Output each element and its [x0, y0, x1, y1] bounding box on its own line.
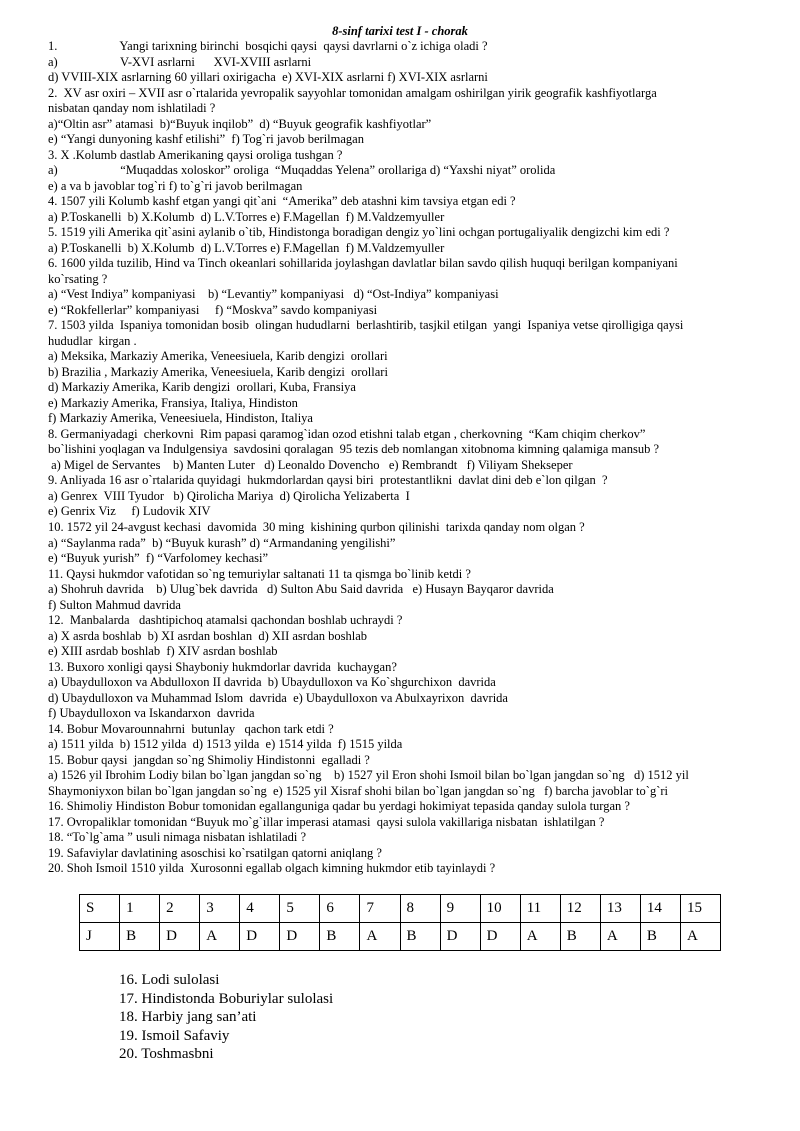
answer-key-question-cell: 2 — [160, 895, 200, 923]
question-line: a) Migel de Servantes b) Manten Luter d) Leonaldo Dovencho e) Rembrandt f) Viliyam Shekseper — [48, 457, 573, 472]
answer-key-question-cell: 3 — [200, 895, 240, 923]
answer-key-answer-cell: B — [560, 923, 600, 951]
question-line: 9. Anliyada 16 asr o`rtalarida quyidagi hukmdorlardan qaysi biri protestantlikni davlat dini deb e`lon qilgan ? — [48, 473, 608, 488]
question-line: Shaymoniyxon bilan bo`lgan jangdan so`ng e) 1525 yil Xisraf shohi bilan bo`lgan jangdan so`ng f) barcha javoblar to`g`ri — [48, 783, 668, 798]
question-line: 15. Bobur qaysi jangdan so`ng Shimoliy Hindistonni egalladi ? — [48, 752, 370, 767]
question-line: a) Shohruh davrida b) Ulug`bek davrida d) Sulton Abu Said davrida e) Husayn Bayqaror davrida — [48, 582, 554, 597]
answer-key-answer-cell: B — [320, 923, 360, 951]
question-line: 13. Buxoro xonligi qaysi Shayboniy hukmdorlar davrida kuchaygan? — [48, 659, 397, 674]
question-line: e) Genrix Viz f) Ludovik XIV — [48, 504, 211, 519]
answer-key-question-cell: 8 — [400, 895, 440, 923]
answer-key-answer-cell: J — [80, 923, 120, 951]
answer-key-answer-cell: A — [520, 923, 560, 951]
question-line: a) “Vest Indiya” kompaniyasi b) “Levantiy” kompaniyasi d) “Ost-Indiya” kompaniyasi — [48, 287, 499, 302]
question-line: 2. XV asr oxiri – XVII asr o`rtalarida yevropalik sayyohlar tomonidan amalgam oshirilgan yirik geografik kashfiyotlarga — [48, 85, 657, 100]
question-line: d) VVIII-XIX asrlarning 60 yillari oxirigacha e) XVI-XIX asrlarni f) XVI-XIX asrlarni — [48, 70, 488, 85]
question-line: 12. Manbalarda dashtipichoq atamalsi qachondan boshlab uchraydi ? — [48, 613, 403, 628]
answer-key-question-cell: S — [80, 895, 120, 923]
written-answer-item: 16. Lodi sulolasi — [119, 972, 220, 988]
question-line: e) XIII asrdab boshlab f) XIV asrdan boshlab — [48, 644, 278, 659]
question-line: f) Ubaydulloxon va Iskandarxon davrida — [48, 706, 255, 721]
question-list — [48, 39, 768, 877]
document-title: 8-sinf tarixi test I - chorak — [332, 24, 468, 38]
answer-key-question-cell: 9 — [440, 895, 480, 923]
answer-key-table — [79, 894, 721, 951]
answer-key-answer-cell: D — [160, 923, 200, 951]
written-answer-item: 20. Toshmasbni — [119, 1046, 214, 1062]
question-line: 4. 1507 yili Kolumb kashf etgan yangi qit`ani “Amerika” deb atashni kim tavsiya etgan edi ? — [48, 194, 516, 209]
written-answer-item: 17. Hindistonda Boburiylar sulolasi — [119, 990, 334, 1007]
answer-key-answer-cell: A — [680, 923, 720, 951]
answer-key-question-cell: 11 — [520, 895, 560, 923]
question-line: 20. Shoh Ismoil 1510 yilda Xurosonni egallab olgach kimning hukmdor etib tayinlaydi ? — [48, 861, 496, 876]
question-line: 5. 1519 yili Amerika qit`asini aylanib o`tib, Hindistonga boradigan dengiz yo`lini ochgan portugaliyalik dengizchi kim edi ? — [48, 225, 670, 240]
question-line: e) a va b javoblar tog`ri f) to`g`ri javob berilmagan — [48, 178, 303, 193]
question-line: e) Markaziy Amerika, Fransiya, Italiya, Hindiston — [48, 395, 298, 410]
question-line: 14. Bobur Movarounnahrni butunlay qachon tark etdi ? — [48, 721, 334, 736]
answer-key-answer-cell: B — [640, 923, 680, 951]
answer-key-answer-cell: D — [240, 923, 280, 951]
answer-key-question-cell: 10 — [480, 895, 520, 923]
question-line: 7. 1503 yilda Ispaniya tomonidan bosib olingan hududlarni berlashtirib, tasjkil etilgan yangi Ispaniya vetse qirolligiga qaysi — [48, 318, 684, 333]
answer-key-answer-cell: D — [480, 923, 520, 951]
question-line: e) “Rokfellerlar” kompaniyasi f) “Moskva” savdo kompaniyasi — [48, 302, 378, 317]
answer-key-answer-cell: A — [200, 923, 240, 951]
question-line: nisbatan qanday nom ishlatiladi ? — [48, 101, 216, 116]
answer-key-answer-row — [80, 923, 721, 951]
answer-key-question-cell: 12 — [560, 895, 600, 923]
question-line: 17. Ovropaliklar tomonidan “Buyuk mo`g`illar imperasi atamasi qaysi sulola vakillariga nisbatan ishlatilgan ? — [48, 814, 605, 829]
question-line: a) “Saylanma rada” b) “Buyuk kurash” d) “Armandaning yengilishi” — [48, 535, 396, 550]
answer-key-answer-cell: A — [360, 923, 400, 951]
answer-key-question-row — [80, 895, 721, 923]
answer-key-question-cell: 1 — [120, 895, 160, 923]
question-line: 11. Qaysi hukmdor vafotidan so`ng temuriylar saltanati 11 ta qismga bo`linib ketdi ? — [48, 566, 471, 581]
written-answer-item: 18. Harbiy jang san’ati — [119, 1009, 257, 1025]
question-line: a) Ubaydulloxon va Abdulloxon II davrida b) Ubaydulloxon va Ko`shgurchixon davrida — [48, 675, 496, 690]
written-answer-item: 19. Ismoil Safaviy — [119, 1027, 230, 1044]
answer-key-answer-cell: B — [120, 923, 160, 951]
answer-key-question-cell: 13 — [600, 895, 640, 923]
question-line: 3. X .Kolumb dastlab Amerikaning qaysi oroliga tushgan ? — [48, 147, 343, 162]
question-line: a) “Muqaddas xoloskor” oroliga “Muqaddas Yelena” orollariga d) “Yaxshi niyat” orolida — [48, 163, 556, 178]
question-line: a) P.Toskanelli b) X.Kolumb d) L.V.Torres e) F.Magellan f) M.Valdzemyuller — [48, 240, 445, 255]
question-line: a) Genrex VIII Tyudor b) Qirolicha Mariya d) Qirolicha Yelizaberta I — [48, 488, 410, 503]
answer-key-question-cell: 15 — [680, 895, 720, 923]
question-line: e) “Yangi dunyoning kashf etilishi” f) Tog`ri javob berilmagan — [48, 132, 364, 147]
question-line: e) “Buyuk yurish” f) “Varfolomey kechasi” — [48, 551, 269, 566]
question-line: f) Markaziy Amerika, Veneesiuela, Hindiston, Italiya — [48, 411, 313, 426]
question-line: d) Ubaydulloxon va Muhammad Islom davrida e) Ubaydulloxon va Abulxayrixon davrida — [48, 690, 508, 705]
answer-key-question-cell: 5 — [280, 895, 320, 923]
question-line: bo`lishini yoqlagan va Indulgensiya savdosini qoralagan 95 tezis deb nomlangan xitobnoma kimning qalamiga mansub ? — [48, 442, 659, 457]
answer-key-question-cell: 4 — [240, 895, 280, 923]
question-line: a) 1511 yilda b) 1512 yilda d) 1513 yilda e) 1514 yilda f) 1515 yilda — [48, 737, 403, 752]
answer-key-answer-cell: D — [280, 923, 320, 951]
question-line: 18. “To`lg`ama ” usuli nimaga nisbatan ishlatiladi ? — [48, 830, 307, 845]
question-line: a) Meksika, Markaziy Amerika, Veneesiuela, Karib dengizi orollari — [48, 349, 388, 364]
answer-key-answer-cell: B — [400, 923, 440, 951]
answer-key-question-cell: 6 — [320, 895, 360, 923]
question-line: 16. Shimoliy Hindiston Bobur tomonidan egallanguniga qadar bu yerdagi hokimiyat tepasida qanday sulola turgan ? — [48, 799, 630, 814]
question-line: a) P.Toskanelli b) X.Kolumb d) L.V.Torres e) F.Magellan f) M.Valdzemyuller — [48, 209, 445, 224]
question-line: f) Sulton Mahmud davrida — [48, 597, 181, 612]
question-line: 6. 1600 yilda tuzilib, Hind va Tinch okeanlari sohillarida joylashgan davlatlar bilan savdo qilish huquqi berilgan kompaniyani — [48, 256, 678, 271]
written-answers-list — [119, 971, 333, 1064]
question-line: b) Brazilia , Markaziy Amerika, Veneesiuela, Karib dengizi orollari — [48, 364, 388, 379]
question-line: 8. Germaniyadagi cherkovni Rim papasi qaramog`idan ozod etishni talab etgan , cherkovning “Kam chiqim cherkov” — [48, 426, 646, 441]
question-line: 1. Yangi tarixning birinchi bosqichi qaysi qaysi davrlarni o`z ichiga oladi ? — [48, 39, 488, 53]
answer-key-question-cell: 14 — [640, 895, 680, 923]
question-line: 19. Safaviylar davlatining asoschisi ko`rsatilgan qatorni aniqlang ? — [48, 845, 382, 860]
question-line: 10. 1572 yil 24-avgust kechasi davomida 30 ming kishining qurbon qilinishi tarixda qanday nom olgan ? — [48, 519, 585, 534]
question-line: a) 1526 yil Ibrohim Lodiy bilan bo`lgan jangdan so`ng b) 1527 yil Eron shohi Ismoil bilan bo`lgan jangdan so`ng d) 1512 yil — [48, 768, 689, 783]
answer-key-question-cell: 7 — [360, 895, 400, 923]
question-line: a) V-XVI asrlarni XVI-XVIII asrlarni — [48, 54, 312, 69]
question-line: d) Markaziy Amerika, Karib dengizi orollari, Kuba, Fransiya — [48, 380, 356, 395]
question-line: a)“Oltin asr” atamasi b)“Buyuk inqilob” d) “Buyuk geografik kashfiyotlar” — [48, 116, 432, 131]
answer-key-answer-cell: A — [600, 923, 640, 951]
answer-key-answer-cell: D — [440, 923, 480, 951]
question-line: hududlar kirgan . — [48, 333, 137, 348]
question-line: a) X asrda boshlab b) XI asrdan boshlan d) XII asrdan boshlab — [48, 628, 368, 643]
question-line: ko`rsating ? — [48, 271, 108, 286]
